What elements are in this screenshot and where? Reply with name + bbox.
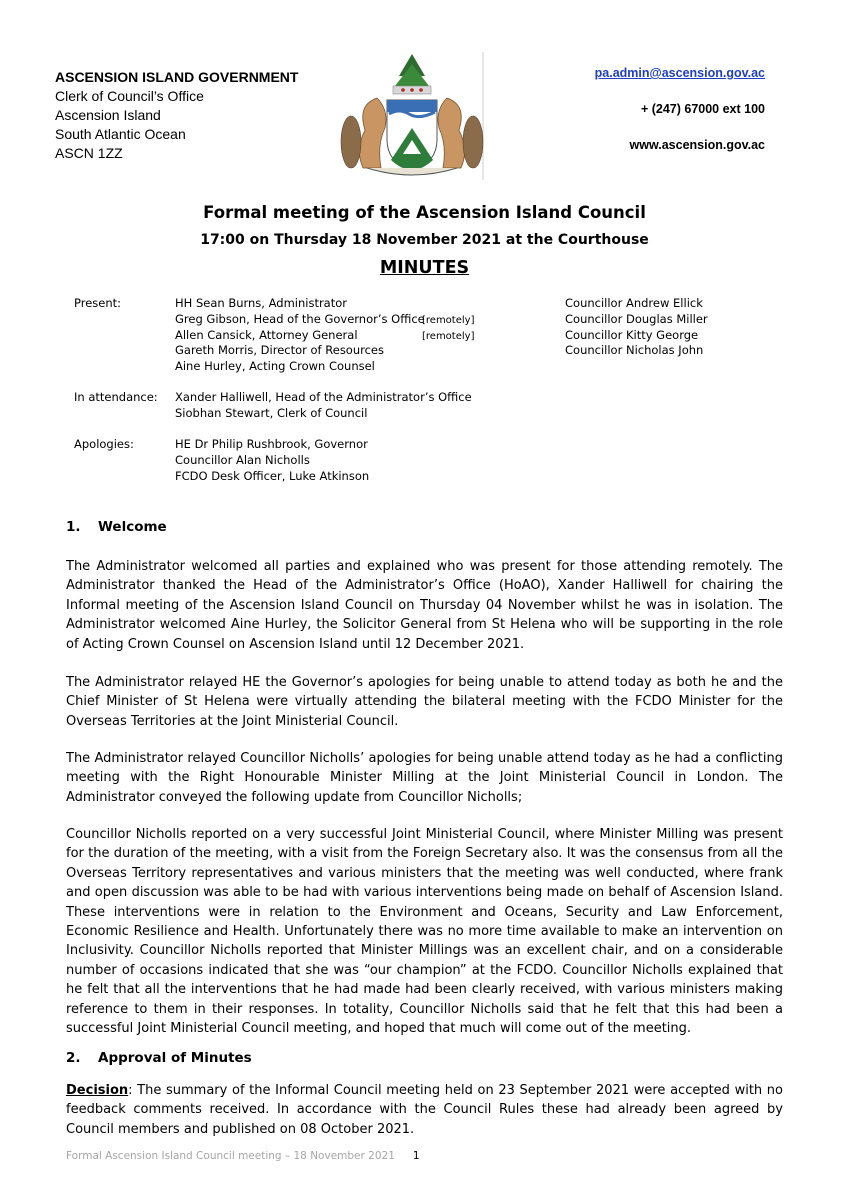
councillor: Councillor Andrew Ellick	[565, 296, 703, 310]
section-title: Approval of Minutes	[98, 1050, 252, 1066]
address-line: ASCN 1ZZ	[55, 145, 123, 161]
attendee: Gareth Morris, Director of Resources	[175, 343, 384, 358]
address-line: Clerk of Council’s Office	[55, 88, 204, 104]
footer-text: Formal Ascension Island Council meeting – 18 November 2021	[66, 1150, 395, 1162]
decision-text	[66, 1081, 783, 1139]
paragraph-text: Councillor Nicholls reported on a very successful Joint Ministerial Council, where Minister Milling was present for the duration of the meeting, with a visit from the Foreign Secretary also. It was the consensus from all the Overseas Territory representatives and various ministers that the meeting was well conducted, where frank and open discussion was able to be had with various interventions being made on behalf of Ascension Island. These interventions were in relation to the Environment and Oceans, Security and Law Enforcement, Economic Resilience and Health. Unfortunately there was no more time available to make an intervention on Inclusivity. Councillor Nicholls reported that Minister Millings was an excellent chair, and on a considerable number of occasions indicated that she was “our champion” at the FCDO. Councillor Nicholls explained that he felt that all the interventions that he had made had been clearly received, with various ministers making reference to them in their responses. In totality, Councillor Nicholls said that he felt that this had been a successful Joint Ministerial Council meeting, and hoped that much will come out of the meeting.	[66, 827, 783, 1037]
apologies-list	[175, 437, 369, 484]
section-1	[66, 518, 783, 537]
present-list	[175, 296, 425, 375]
paragraph	[66, 749, 783, 807]
attendee: Xander Halliwell, Head of the Administrator’s Office	[175, 390, 472, 404]
contact-block	[595, 66, 765, 174]
decision-paragraph	[66, 1081, 783, 1139]
paragraph-text: The Administrator welcomed all parties and explained who was present for those attending remotely. The Administrator thanked the Head of the Administrator’s Office (HoAO), Xander Halliwell for chairing the Informal meeting of the Ascension Island Council on Thursday 04 November whilst he was in isolation. The Administrator welcomed Aine Hurley, the Solicitor General from St Helena who will be supporting in the role of Acting Crown Counsel on Ascension Island until 12 December 2021.	[66, 559, 783, 652]
website-link[interactable]: www.ascension.gov.ac	[629, 138, 765, 152]
coat-of-arms-icon	[337, 50, 487, 182]
letterhead-address	[55, 68, 298, 163]
councillor-list	[565, 296, 708, 359]
attendee: Allen Cansick, Attorney General	[175, 327, 358, 342]
decision-body: : The summary of the Informal Council meeting held on 23 September 2021 were accepted with no feedback comments received. In accordance with the Council Rules these had already been agreed by Council members and published on 08 October 2021.	[66, 1083, 783, 1137]
apology: Councillor Alan Nicholls	[175, 452, 310, 467]
apology: HE Dr Philip Rushbrook, Governor	[175, 437, 368, 451]
email-link[interactable]: pa.admin@ascension.gov.ac	[594, 66, 765, 80]
section-number: 1.	[66, 519, 81, 535]
meeting-title: Formal meeting of the Ascension Island Council	[203, 203, 646, 222]
attendee: Aine Hurley, Acting Crown Counsel	[175, 359, 375, 374]
phone-number: + (247) 67000 ext 100	[640, 102, 765, 116]
apologies-label: Apologies:	[74, 437, 134, 451]
paragraph-text: The Administrator relayed HE the Governor’s apologies for being unable to attend today as both he and the Chief Minister of St Helena were virtually attending the bilateral meeting with the FCDO Minister for the Overseas Territories at the Joint Ministerial Council.	[66, 675, 783, 729]
remote-note: [remotely]	[422, 315, 475, 326]
page-number: 1	[412, 1150, 420, 1162]
attendee: Siobhan Stewart, Clerk of Council	[175, 405, 368, 420]
section-heading	[66, 1049, 783, 1068]
in-attendance-label: In attendance:	[74, 390, 158, 404]
section-title: Welcome	[98, 519, 167, 535]
doc-type-heading: MINUTES	[379, 258, 470, 278]
councillor: Councillor Nicholas John	[565, 343, 704, 358]
paragraph	[66, 557, 783, 654]
paragraph	[66, 825, 783, 1038]
section-number: 2.	[66, 1050, 81, 1066]
attendee: HH Sean Burns, Administrator	[175, 296, 348, 310]
section-2	[66, 1049, 783, 1068]
present-label: Present:	[74, 296, 122, 310]
org-name: ASCENSION ISLAND GOVERNMENT	[55, 69, 299, 85]
section-heading	[66, 518, 783, 537]
in-attendance-list	[175, 390, 472, 422]
page-footer	[66, 1150, 420, 1162]
paragraph-text: The Administrator relayed Councillor Nicholls’ apologies for being unable attend today as he had a conflicting meeting with the Right Honourable Minister Milling at the Joint Ministerial Council in London. The Administrator conveyed the following update from Councillor Nicholls;	[66, 751, 783, 805]
meeting-datetime: 17:00 on Thursday 18 November 2021 at the Courthouse	[200, 232, 649, 248]
apology: FCDO Desk Officer, Luke Atkinson	[175, 468, 370, 483]
decision-label: Decision	[66, 1083, 129, 1098]
councillor: Councillor Kitty George	[565, 327, 699, 342]
councillor: Councillor Douglas Miller	[565, 311, 708, 326]
attendee: Greg Gibson, Head of the Governor’s Office	[175, 311, 425, 326]
remote-note: [remotely]	[422, 331, 475, 342]
address-line: Ascension Island	[55, 107, 161, 123]
address-line: South Atlantic Ocean	[55, 126, 186, 142]
paragraph	[66, 673, 783, 731]
